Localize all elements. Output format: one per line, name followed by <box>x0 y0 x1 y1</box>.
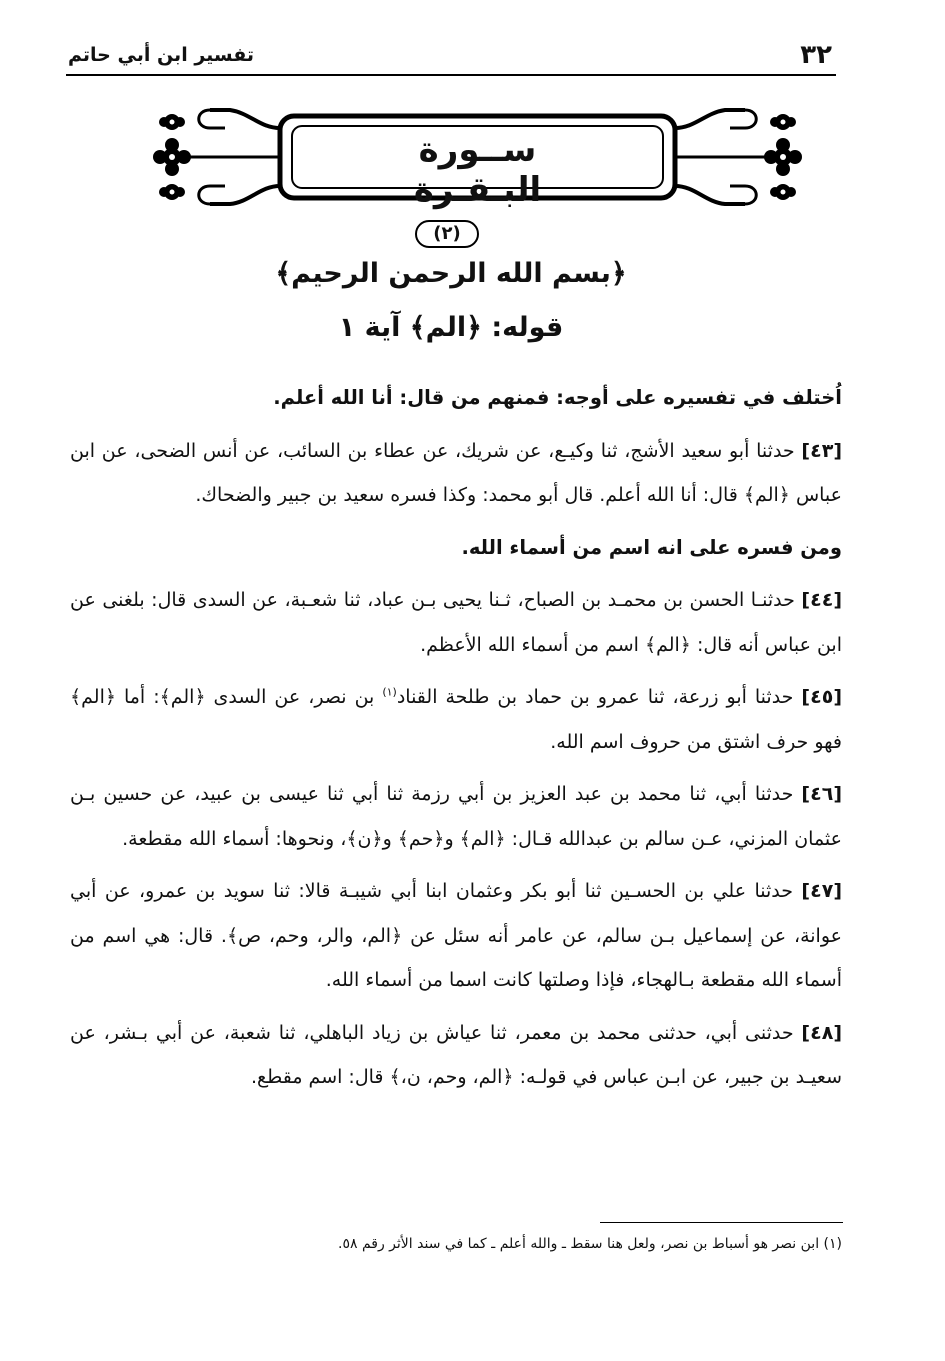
paragraph-text: حدثنا علي بن الحسـين ثنا أبو بكر وعثمان ابنا أبي شيبـة قالا: ثنا سويد بن عمرو، عن أبي عوانة، عن إسماعيل بـن سالم، عن عامر أنه سئل عن ﴿الم، والر، وحم، ص﴾. قال: هي اسم من أسماء الله مقطعة بـالهجاء، فإذا وصلتها كانت اسما من أسماء الله. <box>70 880 842 991</box>
paragraph-text: حدثنى أبي، حدثنى محمد بن معمر، ثنا عياش بن زياد الباهلي، ثنا شعبة، عن أبي بـشر، عن سعيـد بن جبير، عن ابـن عباس في قولـه: ﴿الم، وحم، ن،﴾ قال: اسم مقطع. <box>70 1021 842 1088</box>
footnote-marker: (١) <box>382 685 397 699</box>
running-header <box>66 40 836 76</box>
paragraph-text: حدثنـا الحسن بن محمـد بن الصباح، ثـنا يحيى بـن عباد، ثنا شعـبة، عن السدى قال: بلغنى عن ابن عباس أنه قال: ﴿الم﴾ اسم من أسماء الله الأعظم. <box>70 589 842 656</box>
hadith-number: [٤٣] <box>801 439 842 462</box>
paragraph <box>70 376 842 421</box>
paragraph <box>70 869 842 1003</box>
paragraph-text: ومن فسره على انه اسم من أسماء الله. <box>461 535 842 559</box>
footnote: (١) ابن نصر هو أسباط بن نصر، ولعل هنا سقط ـ والله أعلم ـ كما في سند الأثر رقم ٥٨. <box>338 1236 842 1252</box>
surah-number: (٢) <box>415 220 479 248</box>
basmala: ﴿بسم الله الرحمن الرحيم﴾ <box>275 258 627 289</box>
paragraph <box>70 429 842 518</box>
surah-title: ســورة البـقـرة <box>413 130 542 210</box>
book-title: تفسير ابن أبي حاتم <box>68 44 255 66</box>
paragraph-text: بن نصر، عن السدى ﴿الم﴾: أما ﴿الم﴾ فهو حرف اشتق من حروف اسم الله. <box>70 686 842 753</box>
footnote-divider <box>600 1222 843 1223</box>
paragraph-text: حدثنا أبو زرعة، ثنا عمرو بن حماد بن طلحة القناد <box>396 686 802 708</box>
surah-banner <box>150 98 805 218</box>
page-number: ٣٢ <box>800 40 832 70</box>
paragraph <box>70 675 842 764</box>
paragraph-text: حدثنا أبو سعيد الأشج، ثنا وكيـع، عن شريك، عن عطاء بن السائب، عن أنس الضحى، عن ابن عباس ﴿الم﴾ قال: أنا الله أعلم. قال أبو محمد: وكذا فسره سعيد بن جبير والضحاك. <box>70 439 842 506</box>
paragraph-text: اُختلف في تفسيره على أوجه: فمنهم من قال: أنا الله أعلم. <box>273 386 842 409</box>
paragraph <box>70 1011 842 1100</box>
paragraph-text: حدثنا أبي، ثنا محمد بن عبد العزيز بن أبي رزمة ثنا أبي ثنا عيسى بن عبيد، عن حسين بـن عثمان المزني، عـن سالم بن عبدالله قـال: ﴿الم﴾ و﴿حم﴾ و﴿ن﴾، ونحوها: أسماء الله مقطعة. <box>70 783 842 850</box>
paragraph <box>70 578 842 667</box>
hadith-number: [٤٧] <box>801 880 842 902</box>
hadith-number: [٤٥] <box>801 686 842 708</box>
hadith-number: [٤٦] <box>801 783 842 805</box>
commentary-body <box>70 376 842 1108</box>
paragraph <box>70 772 842 861</box>
hadith-number: [٤٤] <box>801 589 842 611</box>
verse-heading: قوله: ﴿الم﴾ آية ١ <box>338 312 564 343</box>
paragraph <box>70 526 842 571</box>
hadith-number: [٤٨] <box>801 1021 842 1044</box>
